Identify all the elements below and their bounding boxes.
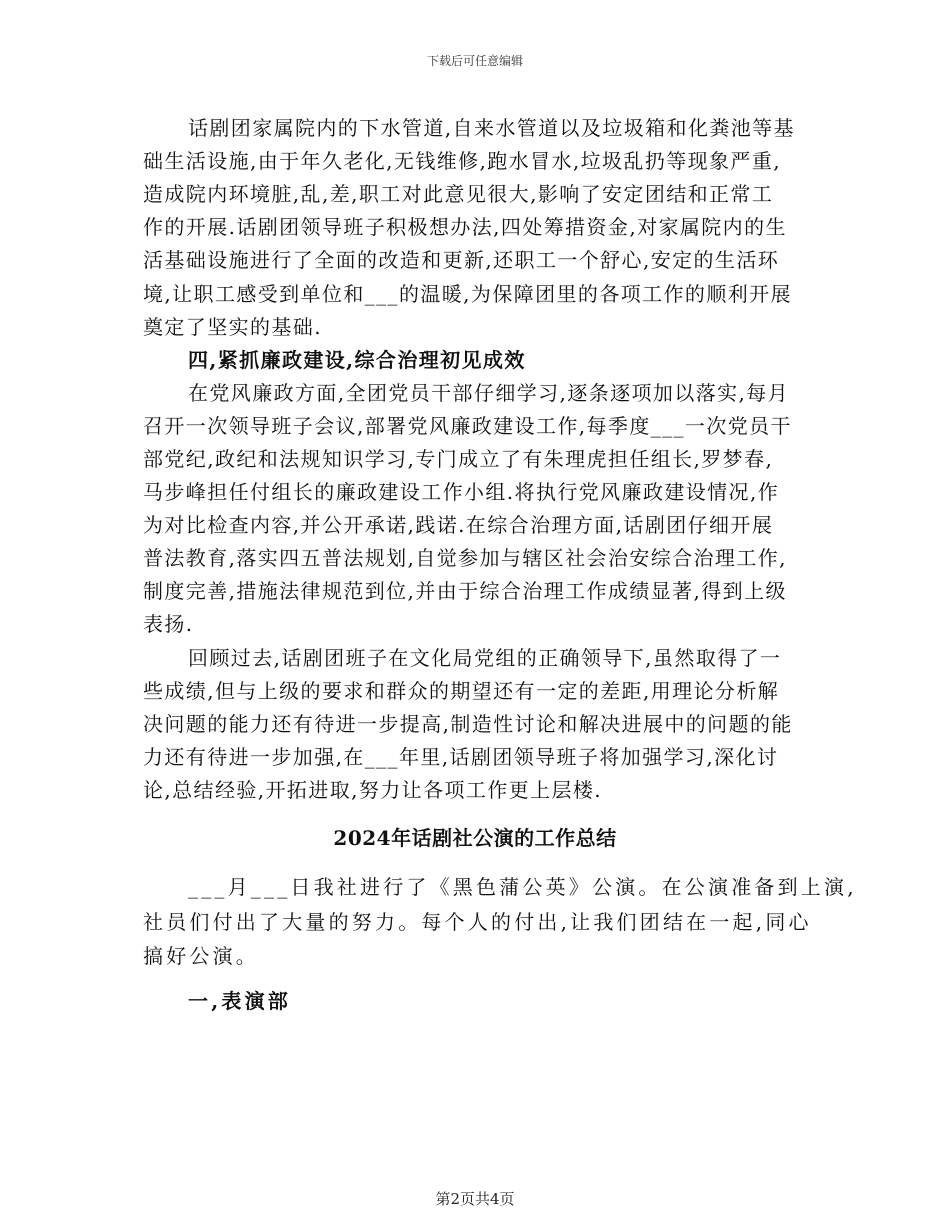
- paragraph-line: 社员们付出了大量的努力。每个人的付出,让我们团结在一起,同心: [143, 910, 812, 934]
- paragraph-line: 召开一次领导班子会议,部署党风廉政建设工作,每季度___一次党员干: [143, 414, 792, 438]
- section-heading: 四,紧抓廉政建设,综合治理初见成效: [188, 348, 526, 372]
- paragraph-line: 活基础设施进行了全面的改造和更新,还职工一个舒心,安定的生活环: [143, 248, 780, 272]
- paragraph-line: 造成院内环境脏,乱,差,职工对此意见很大,影响了安定团结和正常工: [143, 182, 774, 206]
- document-title: 2024年话剧社公演的工作总结: [333, 826, 617, 850]
- paragraph-line: 制度完善,措施法律规范到位,并由于综合治理工作成绩显著,得到上级: [143, 579, 787, 603]
- paragraph-line: 马步峰担任付组长的廉政建设工作小组.将执行党风廉政建设情况,作: [143, 480, 780, 504]
- paragraph-line: 论,总结经验,开拓进取,努力让各项工作更上层楼.: [143, 778, 603, 802]
- paragraph-line: 回顾过去,话剧团班子在文化局党组的正确领导下,虽然取得了一: [188, 646, 782, 670]
- paragraph-line: 作的开展.话剧团领导班子积极想办法,四处筹措资金,对家属院内的生: [143, 215, 787, 239]
- paragraph-line: 在党风廉政方面,全团党员干部仔细学习,逐条逐项加以落实,每月: [188, 381, 790, 405]
- paragraph-line: 决问题的能力还有待进一步提高,制造性讨论和解决进展中的问题的能: [143, 712, 793, 736]
- section-heading: 一,表演部: [188, 989, 291, 1013]
- page-number: 第2页共4页: [435, 1190, 515, 1208]
- paragraph-line: 奠定了坚实的基础.: [143, 315, 322, 339]
- paragraph-line: 表扬.: [143, 612, 194, 636]
- paragraph-line: 境,让职工感受到单位和___的温暖,为保障团里的各项工作的顺利开展: [143, 282, 792, 306]
- paragraph-line: 础生活设施,由于年久老化,无钱维修,跑水冒水,垃圾乱扔等现象严重,: [143, 149, 781, 173]
- paragraph-line: 普法教育,落实四五普法规划,自觉参加与辖区社会治安综合治理工作,: [143, 546, 787, 570]
- paragraph-line: ___月___日我社进行了《黑色蒲公英》公演。在公演准备到上演,: [188, 875, 857, 899]
- page-header-note: 下载后可任意编辑: [426, 54, 523, 68]
- paragraph-line: 部党纪,政纪和法规知识学习,专门成立了有朱理虎担任组长,罗梦春,: [143, 447, 774, 471]
- paragraph-line: 为对比检查内容,并公开承诺,践诺.在综合治理方面,话剧团仔细开展: [143, 513, 774, 537]
- paragraph-line: 力还有待进一步加强,在___年里,话剧团领导班子将加强学习,深化讨: [143, 745, 779, 769]
- paragraph-line: 话剧团家属院内的下水管道,自来水管道以及垃圾箱和化粪池等基: [188, 116, 795, 140]
- paragraph-line: 些成绩,但与上级的要求和群众的期望还有一定的差距,用理论分析解: [143, 679, 780, 703]
- paragraph-line: 搞好公演。: [143, 944, 259, 968]
